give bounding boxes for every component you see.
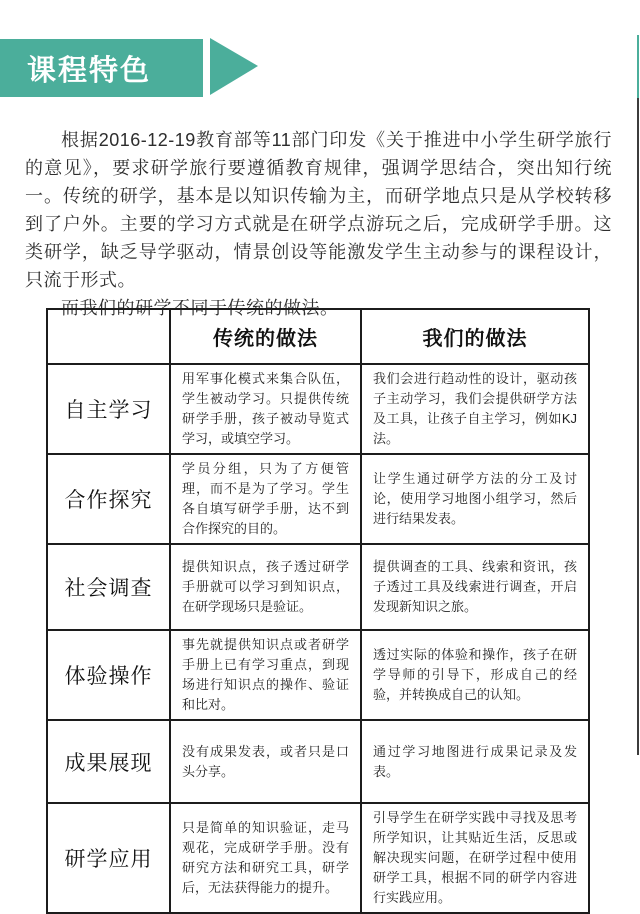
body-text-block xyxy=(25,126,612,322)
ours-cell: 我们会进行趋动性的设计，驱动孩子主动学习，我们会提供研学方法及工具，让孩子自主学习，例如KJ法。 xyxy=(361,364,589,454)
ours-cell: 透过实际的体验和操作，孩子在研学导师的引导下，形成自己的经验，并转换成自己的认知。 xyxy=(361,630,589,720)
ours-cell: 提供调查的工具、线索和资讯，孩子透过工具及线索进行调查，开启发现新知识之旅。 xyxy=(361,544,589,630)
ours-cell: 引导学生在研学实践中寻找及思考所学知识，让其贴近生活，反思或解决现实问题，在研学过程中使用研学工具，根据不同的研学内容进行实践应用。 xyxy=(361,803,589,913)
traditional-cell: 提供知识点，孩子透过研学手册就可以学习到知识点，在研学现场只是验证。 xyxy=(170,544,361,630)
row-label: 成果展现 xyxy=(47,720,170,803)
table-row xyxy=(47,454,589,544)
traditional-cell: 没有成果发表，或者只是口头分享。 xyxy=(170,720,361,803)
section-banner xyxy=(0,39,203,97)
ours-cell: 通过学习地图进行成果记录及发表。 xyxy=(361,720,589,803)
table-row xyxy=(47,544,589,630)
traditional-cell: 事先就提供知识点或者研学手册上已有学习重点，到现场进行知识点的操作、验证和比对。 xyxy=(170,630,361,720)
lead-in-paragraph: 而我们的研学不同于传统的做法。 xyxy=(61,298,339,318)
table-row xyxy=(47,364,589,454)
table-header-row xyxy=(47,309,589,364)
right-arrow-icon xyxy=(210,38,258,95)
traditional-cell: 学员分组，只为了方便管理，而不是为了学习。学生各自填写研学手册，达不到合作探究的目的。 xyxy=(170,454,361,544)
traditional-cell: 用军事化模式来集合队伍，学生被动学习。只提供传统研学手册，孩子被动导览式学习，或填空学习。 xyxy=(170,364,361,454)
page-edge-accent-line xyxy=(637,35,639,98)
intro-paragraph: 根据2016-12-19教育部等11部门印发《关于推进中小学生研学旅行的意见》，要求研学旅行要遵循教育规律，强调学思结合，突出知行统一。传统的研学，基本是以知识传输为主，而研学地点只是从学校转移到了户外。主要的学习方式就是在研学点游玩之后，完成研学手册。这类研学，缺乏导学驱动，情景创设等能激发学生主动参与的课程设计，只流于形式。 xyxy=(25,130,612,290)
row-label: 社会调查 xyxy=(47,544,170,630)
row-label: 体验操作 xyxy=(47,630,170,720)
row-label: 合作探究 xyxy=(47,454,170,544)
traditional-cell: 只是简单的知识验证，走马观花，完成研学手册。没有研究方法和研究工具，研学后，无法获得能力的提升。 xyxy=(170,803,361,913)
page-edge-line xyxy=(637,98,639,755)
row-label: 自主学习 xyxy=(47,364,170,454)
header-traditional: 传统的做法 xyxy=(170,309,361,364)
table-row xyxy=(47,803,589,913)
ours-cell: 让学生通过研学方法的分工及讨论，使用学习地图小组学习，然后进行结果发表。 xyxy=(361,454,589,544)
header-empty-cell xyxy=(47,309,170,364)
table-row xyxy=(47,630,589,720)
table-row xyxy=(47,720,589,803)
row-label: 研学应用 xyxy=(47,803,170,913)
section-title: 课程特色 xyxy=(27,54,152,87)
header-ours: 我们的做法 xyxy=(361,309,589,364)
comparison-table xyxy=(46,308,590,914)
